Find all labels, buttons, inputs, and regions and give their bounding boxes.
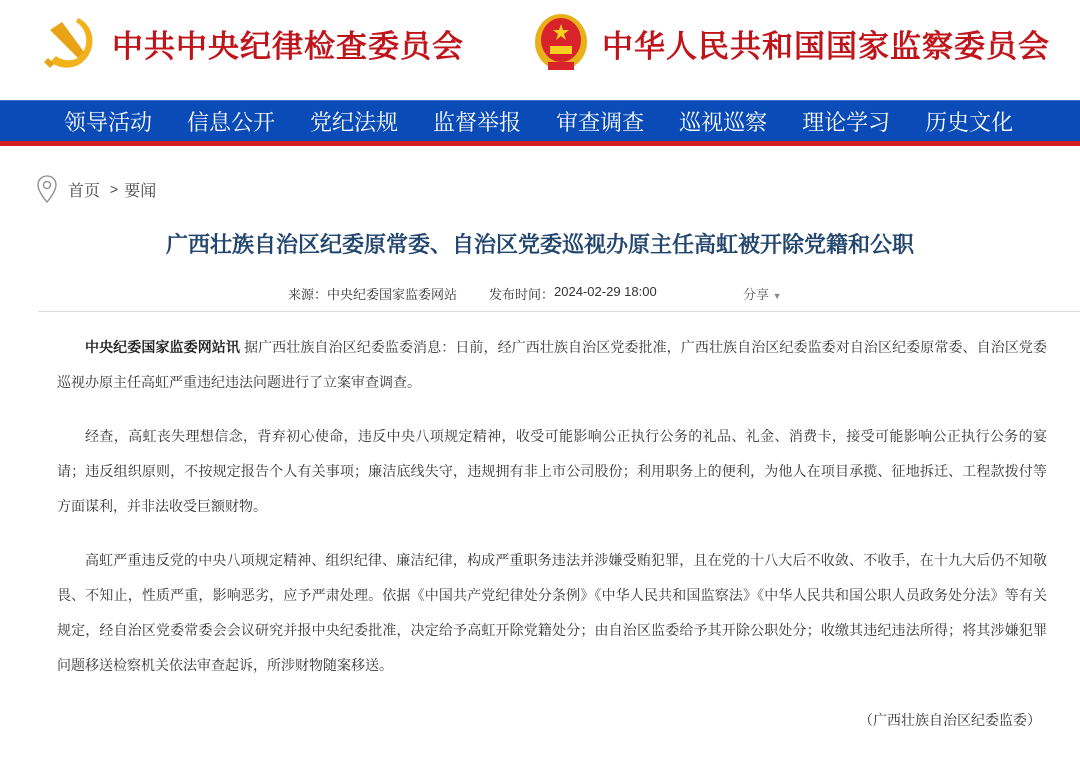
breadcrumb-separator: > (110, 181, 119, 197)
article-meta (288, 284, 657, 303)
paragraph: 经查，高虹丧失理想信念，背弃初心使命，违反中央八项规定精神，收受可能影响公正执行公务的礼品、礼金、消费卡，接受可能影响公正执行公务的宴请；违反组织原则，不按规定报告个人有关事项；廉洁底线失守，违规拥有非上市公司股份；利用职务上的便利，为他人在项目承揽、征地拆迁、工程款拨付等方面谋利，并非法收受巨额财物。 (57, 428, 1047, 514)
paragraph (57, 330, 1047, 400)
nav-item-report[interactable]: 监督举报 (433, 109, 522, 135)
nav-item-inspection[interactable]: 巡视巡察 (679, 109, 768, 135)
publish-time: 2024-02-29 18:00 (554, 284, 657, 299)
site-header (0, 0, 1080, 100)
location-pin-icon (36, 174, 58, 204)
article-title: 广西壮族自治区纪委原常委、自治区党委巡视办原主任高虹被开除党籍和公职 (165, 232, 914, 257)
ccdi-name: 中共中央纪律检查委员会 (112, 28, 464, 64)
main-nav (0, 100, 1080, 141)
lead-source: 中央纪委国家监委网站讯 (85, 339, 240, 355)
party-emblem-icon (40, 12, 102, 74)
nsc-logo[interactable] (530, 12, 1050, 74)
chevron-down-icon: ▼ (772, 291, 782, 301)
breadcrumb-home[interactable]: 首页 (68, 182, 101, 200)
red-stripe (0, 141, 1080, 146)
paragraph: 高虹严重违反党的中央八项规定精神、组织纪律、廉洁纪律，构成严重职务违法并涉嫌受贿犯罪，且在党的十八大后不收敛、不收手，在十九大后仍不知敬畏、不知止，性质严重，影响恶劣，应予严肃处理。依据《中国共产党纪律处分条例》《中华人民共和国监察法》《中华人民共和国公职人员政务处分法》等有关规定，经自治区党委常委会会议研究并报中央纪委批准，决定给予高虹开除党籍处分；由自治区监委给予其开除公职处分；收缴其违纪违法所得；将其涉嫌犯罪问题移送检察机关依法审查起诉，所涉财物随案移送。 (57, 552, 1047, 673)
breadcrumb-current[interactable]: 要闻 (124, 182, 157, 200)
nav-item-leadership[interactable]: 领导活动 (64, 109, 153, 135)
national-emblem-icon (530, 12, 592, 74)
share-label: 分享 (743, 287, 770, 302)
nav-item-regulations[interactable]: 党纪法规 (310, 109, 399, 135)
time-label: 发布时间： (489, 287, 555, 302)
divider (38, 311, 1080, 312)
nav-item-investigation[interactable]: 审查调查 (556, 109, 645, 135)
ccdi-logo[interactable] (40, 12, 464, 74)
paragraph-text: 据广西壮族自治区纪委监委消息：日前，经广西壮族自治区党委批准，广西壮族自治区纪委监委对自治区纪委原常委、自治区党委巡视办原主任高虹严重违纪违法问题进行了立案审查调查。 (57, 339, 1048, 390)
nsc-name: 中华人民共和国国家监察委员会 (602, 28, 1050, 64)
nav-item-theory[interactable]: 理论学习 (802, 109, 891, 135)
nav-item-info-disclosure[interactable]: 信息公开 (187, 109, 276, 135)
source-label: 来源： (288, 287, 328, 302)
article-body (57, 330, 1047, 757)
nav-item-history[interactable]: 历史文化 (925, 109, 1014, 135)
footer-source: （广西壮族自治区纪委监委） (859, 712, 1041, 728)
source-value: 中央纪委国家监委网站 (327, 287, 458, 302)
breadcrumb (36, 174, 156, 204)
share-button[interactable] (743, 284, 782, 303)
